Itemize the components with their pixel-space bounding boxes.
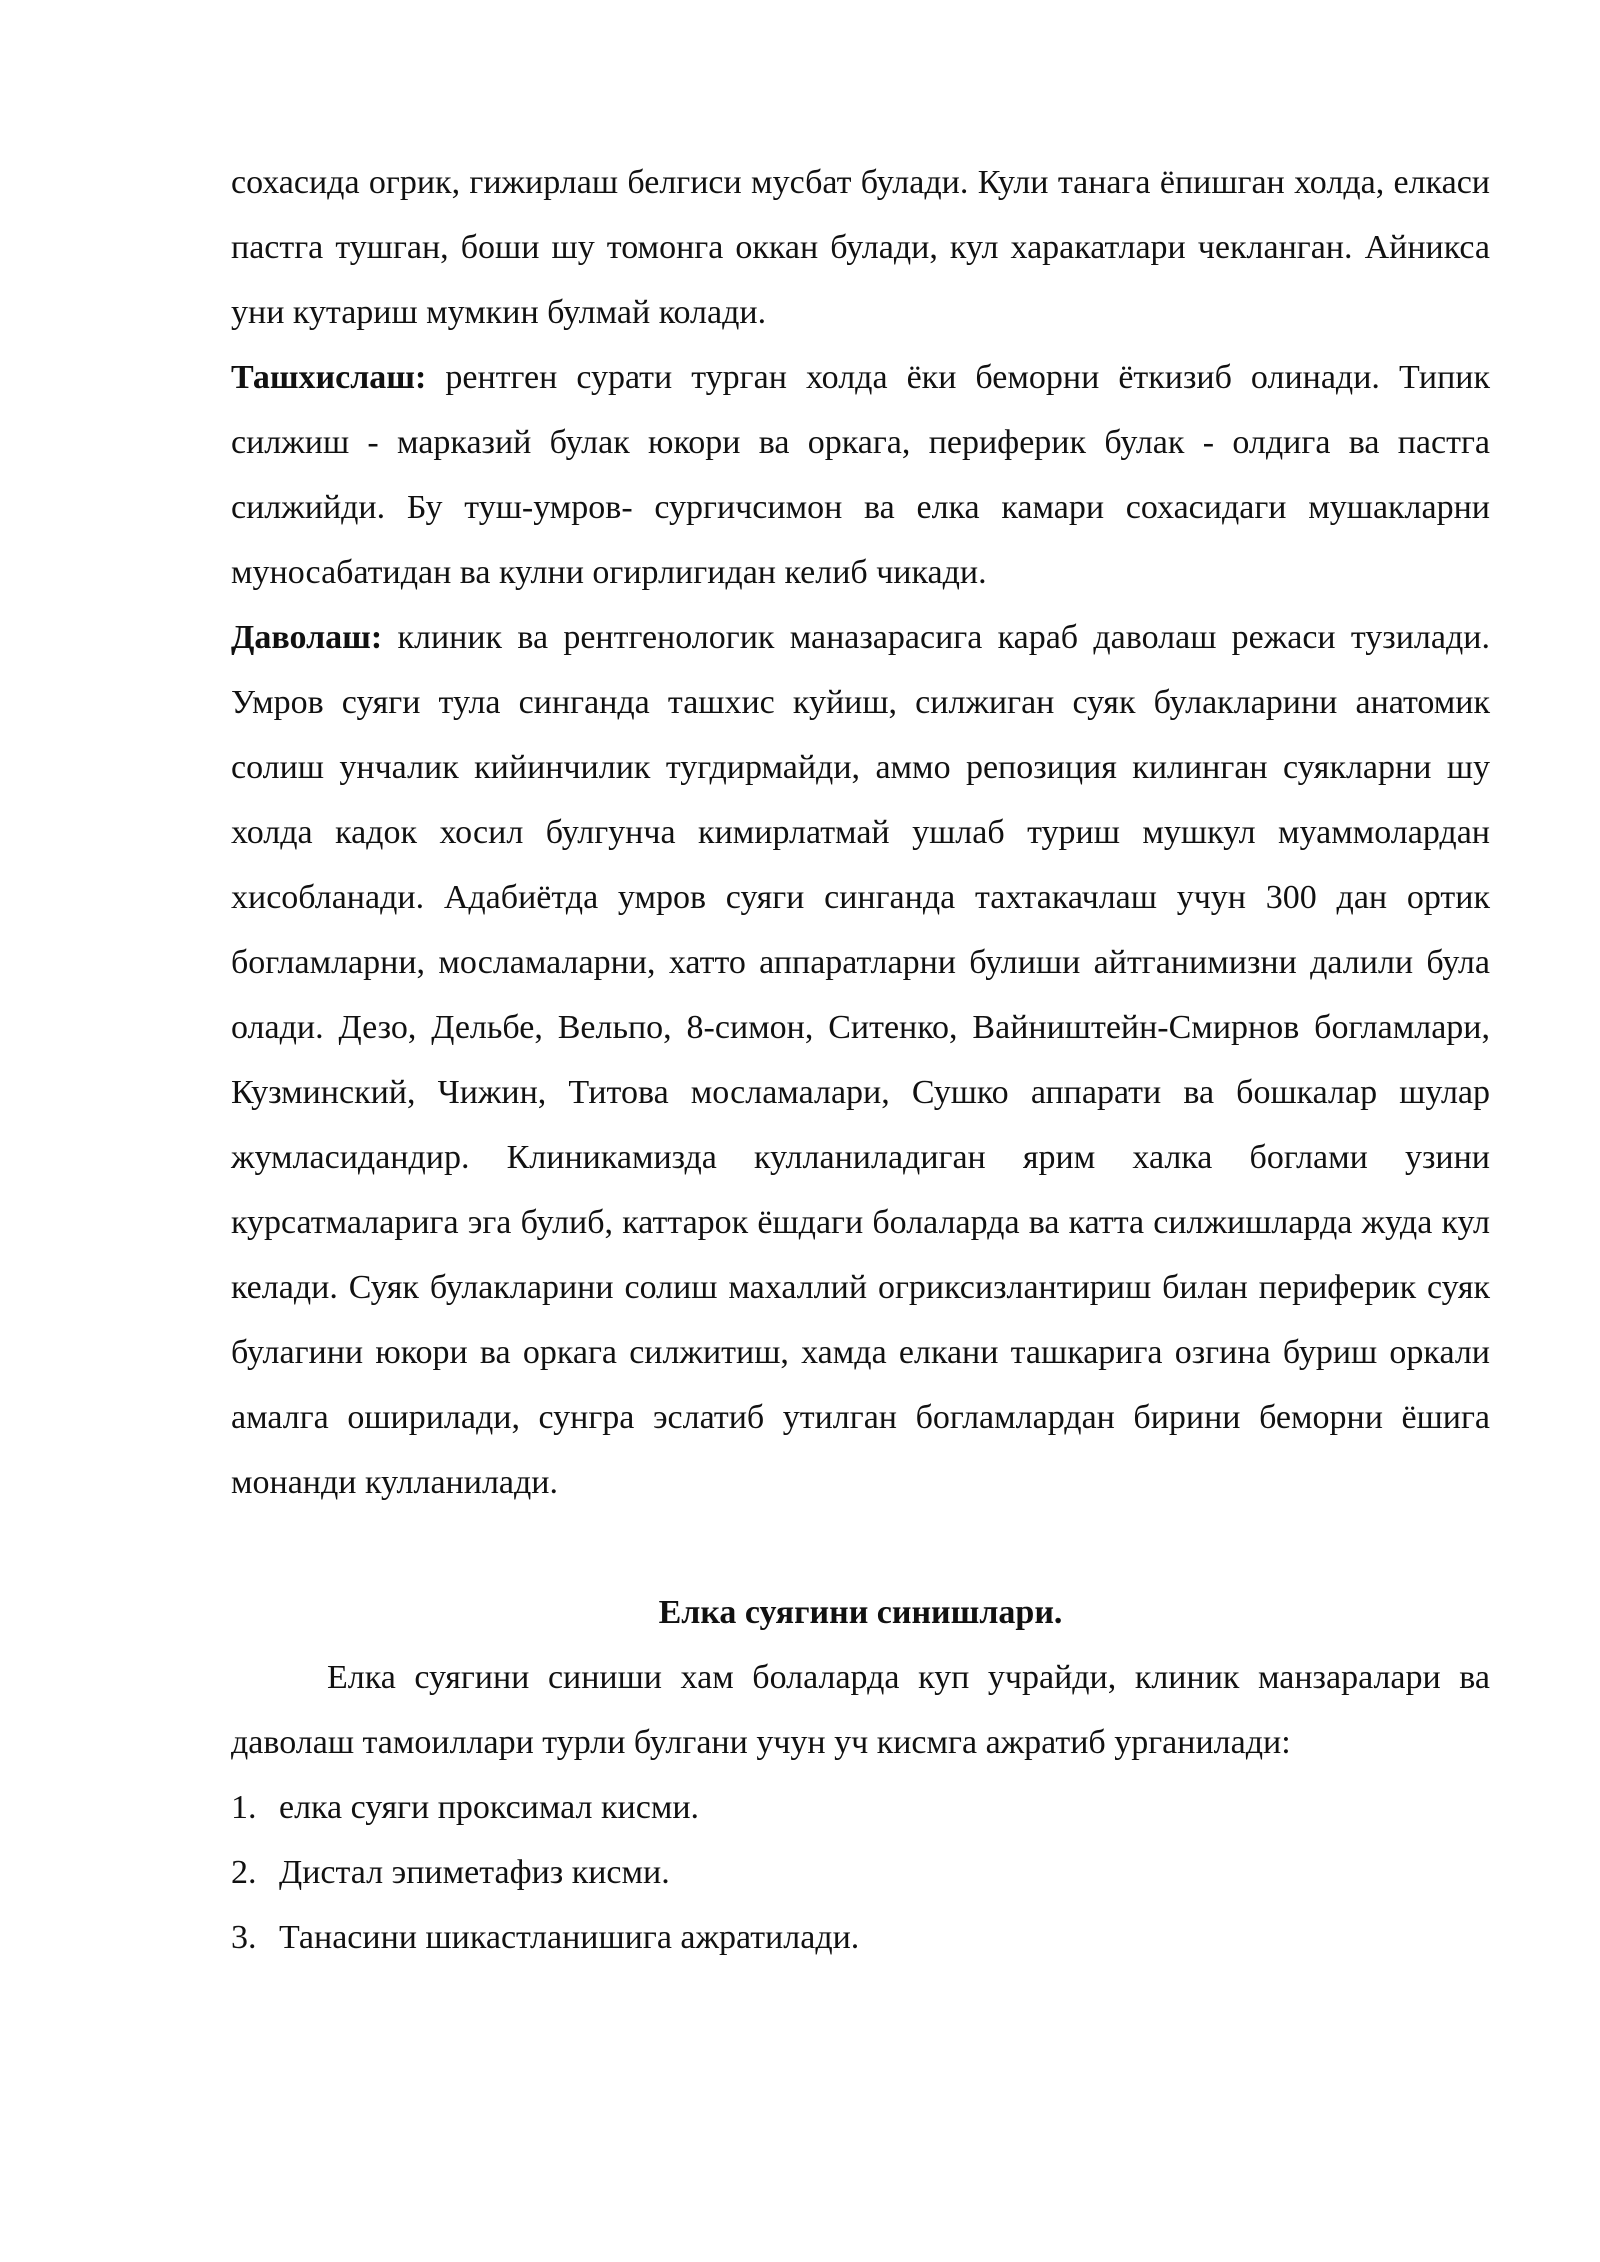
document-body — [231, 150, 1490, 1970]
paragraph-treatment — [231, 605, 1490, 1515]
list-item-text: Танасини шикастланишига ажратилади. — [279, 1919, 860, 1956]
list-item — [231, 1905, 1490, 1970]
numbered-list — [231, 1775, 1490, 1970]
list-item-number: 3. — [231, 1919, 257, 1956]
treatment-label: Даволаш: — [231, 619, 383, 656]
list-item — [231, 1840, 1490, 1905]
treatment-text: клиник ва рентгенологик маназарасига караб даволаш режаси тузилади. Умров суяги тула синганда ташхис куйиш, силжиган суяк булакларини анатомик солиш унчалик кийинчилик тугдирмайди, аммо репозиция килинган суякларни шу холда кадок хосил булгунча кимирлатмай ушлаб туриш мушкул муаммолардан хисобланади. Адабиётда умров суяги синганда тахтакачлаш учун 300 дан ортик богламларни, мосламаларни, хатто аппаратларни булиши айтганимизни далили була олади. Дезо, Дельбе, Вельпо, 8-симон, Ситенко, Вайништейн-Смирнов богламлари, Кузминский, Чижин, Титова мосламалари, Сушко аппарати ва бошкалар шулар жумласидандир. Клиникамизда кулланиладиган ярим халка боглами узини курсатмаларига эга булиб, каттарок ёшдаги болаларда ва катта силжишларда жуда кул келади. Суяк булакларини солиш махаллий огриксизлантириш билан периферик суяк булагини юкори ва оркага силжитиш, хамда елкани ташкарига озгина буриш оркали амалга оширилади, сунгра эслатиб утилган богламлардан бирини беморни ёшига монанди кулланилади. — [231, 619, 1490, 1501]
list-item-number: 2. — [231, 1854, 257, 1891]
diagnosis-text: рентген сурати турган холда ёки беморни ёткизиб олинади. Типик силжиш - марказий булак юкори ва оркага, периферик булак - олдига ва пастга силжийди. Бу туш-умров- сургичсимон ва елка камари сохасидаги мушакларни муносабатидан ва кулни огирлигидан келиб чикади. — [231, 359, 1490, 591]
paragraph-intro: сохасида огрик, гижирлаш белгиси мусбат булади. Кули танага ёпишган холда, елкаси пастга тушган, боши шу томонга оккан булади, кул харакатлари чекланган. Айникса уни кутариш мумкин булмай колади. — [231, 164, 1490, 331]
paragraph-diagnosis — [231, 345, 1490, 605]
list-item — [231, 1775, 1490, 1840]
blank-line — [231, 1515, 1490, 1580]
section-heading: Елка суягини синишлари. — [658, 1594, 1063, 1631]
list-item-text: елка суяги проксимал кисми. — [279, 1789, 700, 1826]
list-item-number: 1. — [231, 1789, 257, 1826]
paragraph-section-intro: Елка суягини синиши хам болаларда куп учрайди, клиник манзаралари ва даволаш тамоиллари турли булгани учун уч кисмга ажратиб урганилади: — [231, 1659, 1490, 1761]
list-item-text: Дистал эпиметафиз кисми. — [279, 1854, 670, 1891]
diagnosis-label: Ташхислаш: — [231, 359, 427, 396]
